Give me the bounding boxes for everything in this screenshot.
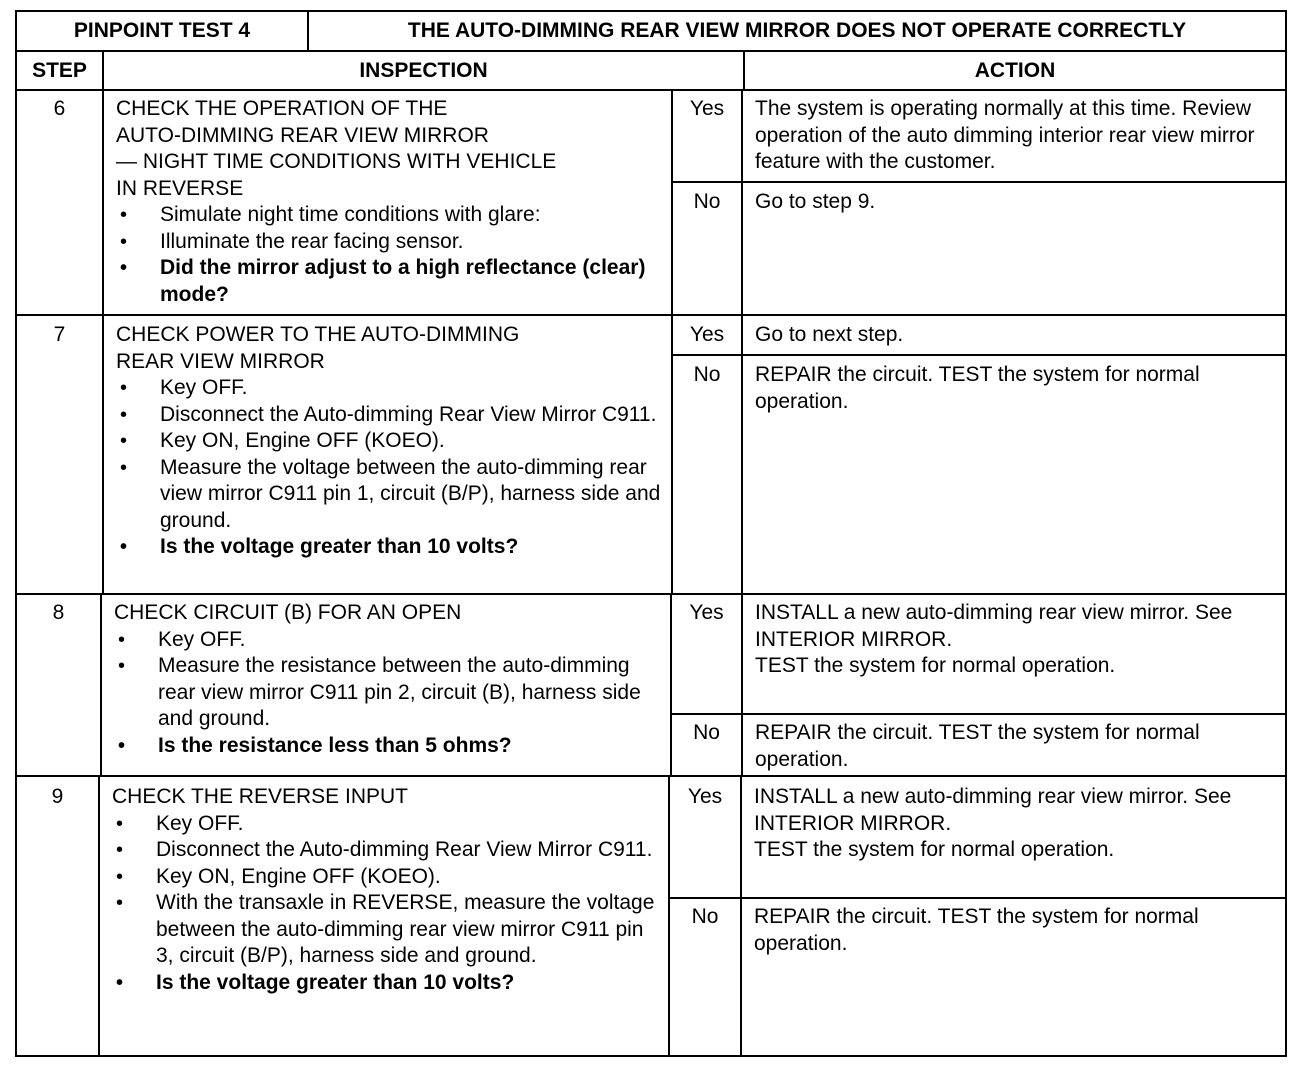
step-inspection	[102, 595, 670, 775]
step-bullet: • With the transaxle in REVERSE, measure the voltage between the auto-dimming rear view mirror C911 pin 3, circuit (B/P), harness side and ground.	[112, 890, 658, 970]
no-action: REPAIR the circuit. TEST the system for normal operation.	[754, 905, 1199, 955]
yes-action: INSTALL a new auto-dimming rear view mirror. See INTERIOR MIRROR. TEST the system for normal operation.	[754, 785, 1232, 861]
step-number: 6	[53, 97, 66, 120]
step-bullet-list	[112, 811, 658, 997]
no-action: REPAIR the circuit. TEST the system for normal operation.	[755, 363, 1200, 413]
grid-line	[17, 314, 1285, 316]
grid-line	[671, 89, 673, 595]
grid-line	[668, 897, 1285, 899]
grid-line	[17, 775, 1285, 777]
yes-action: The system is operating normally at this time. Review operation of the auto dimming interior rear view mirror feature with the customer.	[755, 97, 1255, 173]
grid-line	[100, 593, 102, 777]
step-number: 7	[53, 323, 66, 346]
step-bullet-list	[116, 375, 661, 561]
step-question: • Is the resistance less than 5 ohms?	[114, 733, 660, 760]
yes-label: Yes	[689, 323, 725, 346]
step-bullet: • Key ON, Engine OFF (KOEO).	[112, 864, 658, 891]
step-inspection	[104, 317, 671, 593]
step-bullet: • Key ON, Engine OFF (KOEO).	[116, 428, 661, 455]
no-label: No	[693, 190, 721, 213]
step-bullet: • Key OFF.	[116, 375, 661, 402]
grid-line	[743, 50, 745, 91]
grid-line	[102, 50, 104, 595]
step-bullet: • Illuminate the rear facing sensor.	[116, 229, 661, 256]
no-action: REPAIR the circuit. TEST the system for normal operation.	[755, 721, 1200, 771]
step-bullet: • Measure the resistance between the auto-dimming rear view mirror C911 pin 2, circuit (B), harness side and ground.	[114, 653, 660, 733]
step-inspection	[100, 779, 668, 1055]
no-label: No	[691, 905, 719, 928]
step-question: • Is the voltage greater than 10 volts?	[112, 970, 658, 997]
test-title: THE AUTO-DIMMING REAR VIEW MIRROR DOES NOT OPERATE CORRECTLY	[407, 19, 1187, 42]
yes-action: Go to next step.	[755, 323, 904, 346]
step-title: CHECK THE OPERATION OF THE AUTO-DIMMING REAR VIEW MIRROR — NIGHT TIME CONDITIONS WITH VEHICLE IN REVERSE	[116, 97, 557, 200]
grid-line	[307, 12, 309, 52]
yes-label: Yes	[689, 97, 725, 120]
grid-line	[98, 775, 100, 1055]
grid-line	[670, 593, 672, 777]
grid-line	[668, 775, 670, 1055]
step-title: CHECK POWER TO THE AUTO-DIMMING REAR VIEW MIRROR	[116, 323, 520, 373]
grid-line	[671, 181, 1285, 183]
grid-line	[17, 50, 1285, 52]
test-label: PINPOINT TEST 4	[73, 19, 251, 42]
column-header-step: STEP	[32, 58, 87, 82]
step-number: 9	[51, 785, 64, 808]
step-bullet: • Simulate night time conditions with glare:	[116, 202, 661, 229]
step-bullet: • Disconnect the Auto-dimming Rear View Mirror C911.	[112, 837, 658, 864]
step-number: 8	[52, 601, 65, 624]
step-bullet-list	[116, 202, 661, 308]
step-bullet: • Disconnect the Auto-dimming Rear View Mirror C911.	[116, 402, 661, 429]
no-label: No	[693, 363, 721, 386]
grid-line	[17, 89, 1285, 91]
step-bullet: • Key OFF.	[114, 627, 660, 654]
step-bullet: • Measure the voltage between the auto-dimming rear view mirror C911 pin 1, circuit (B/P), harness side and ground.	[116, 455, 661, 535]
column-header-action: ACTION	[974, 58, 1056, 82]
no-label: No	[693, 721, 720, 744]
step-inspection	[104, 91, 671, 314]
yes-label: Yes	[689, 601, 724, 624]
step-bullet-list	[114, 627, 660, 760]
pinpoint-test-table	[15, 10, 1287, 1057]
yes-action: INSTALL a new auto-dimming rear view mirror. See INTERIOR MIRROR. TEST the system for normal operation.	[755, 601, 1233, 677]
grid-line	[17, 593, 1285, 595]
no-action: Go to step 9.	[755, 190, 876, 213]
grid-line	[740, 775, 742, 1055]
step-question: • Is the voltage greater than 10 volts?	[116, 534, 661, 561]
step-title: CHECK CIRCUIT (B) FOR AN OPEN	[114, 601, 462, 624]
grid-line	[670, 713, 1285, 715]
yes-label: Yes	[687, 785, 723, 808]
grid-line	[671, 354, 1285, 356]
grid-line	[741, 89, 743, 777]
column-header-inspection: INSPECTION	[359, 58, 488, 82]
step-title: CHECK THE REVERSE INPUT	[112, 785, 408, 808]
step-question: • Did the mirror adjust to a high reflectance (clear) mode?	[116, 255, 661, 308]
step-bullet: • Key OFF.	[112, 811, 658, 838]
